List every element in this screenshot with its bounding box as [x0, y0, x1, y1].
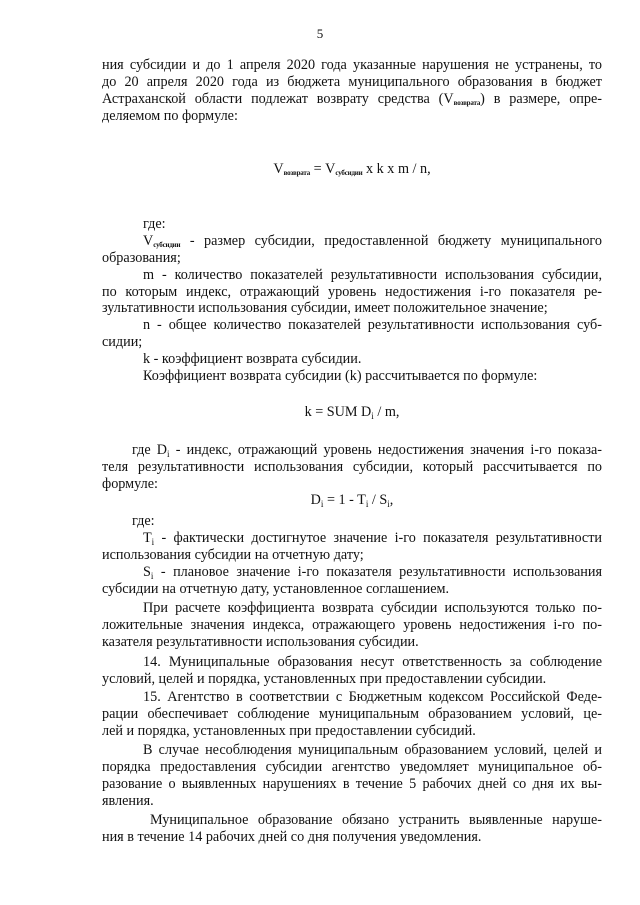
text-line: деляемом по формуле:	[102, 107, 238, 124]
text-line: теля результативности использования субсидии, который рассчитывается по	[102, 458, 602, 475]
def-n: n - общее количество показателей результативности использования суб-	[143, 317, 602, 334]
page-number: 5	[316, 26, 324, 41]
text-line: В случае несоблюдения муниципальным образованием условий, целей и	[143, 742, 602, 758]
text-line: порядка предоставления субсидии агентство уведомляет муниципальное об-	[102, 758, 602, 775]
definition-d-index	[102, 442, 602, 493]
text-line: явления.	[102, 792, 154, 809]
coef-intro: Коэффициент возврата субсидии (k) рассчитывается по формуле:	[143, 368, 538, 385]
where-label: где:	[143, 216, 166, 232]
text-line: При расчете коэффициента возврата субсидии используются только по-	[143, 600, 602, 616]
where-label: где:	[132, 513, 155, 529]
def-k: k - коэффициент возврата субсидии.	[143, 351, 362, 368]
text-line: сидии;	[102, 334, 143, 351]
def-t: $T_i$ - фактически достигнутое значение i-го показателя результативности	[143, 529, 602, 547]
paragraph-14	[102, 654, 602, 688]
text-line: Муниципальное образование обязано устранить выявленные наруше-	[150, 812, 602, 828]
text-line: субсидии на отчетную дату, установленное соглашением.	[102, 580, 450, 597]
def-m: m - количество показателей результативности использования субсидии,	[143, 266, 602, 283]
text-line: образования;	[102, 249, 181, 266]
text-line: казателя результативности использования субсидии.	[102, 633, 419, 650]
text-line: Астраханской области подлежат возврату средства (Vвозврата) в размере, опре-	[102, 90, 602, 107]
paragraph-positive-values	[102, 600, 602, 651]
formula-coefficient: k = SUM $D_i$ / m,	[304, 404, 400, 421]
text-line: зультативности использования субсидии, имеет положительное значение;	[102, 300, 548, 317]
text-line: разование о выявленных нарушениях в течение 5 рабочих дней со дня их вы-	[102, 775, 602, 792]
text-line: рации обеспечивает соблюдение муниципальным образованием условий, це-	[102, 705, 602, 722]
text-line: формуле:	[102, 475, 158, 492]
paragraph-fix-violations	[102, 812, 602, 846]
text-line: по которым индекс, отражающий уровень недостижения i-го показателя ре-	[102, 283, 602, 300]
def-d: где $D_i$ - индекс, отражающий уровень недостижения значения i-го показа-	[132, 442, 602, 459]
definitions-block-1	[102, 216, 602, 385]
paragraph-15	[102, 689, 602, 740]
def-s: $S_i$ - плановое значение i-го показателя результативности использования	[143, 563, 602, 581]
def-v-subsidy: Vсубсидии - размер субсидии, предоставленной бюджету муниципального	[143, 232, 602, 249]
text-line: до 20 апреля 2020 года из бюджета муниципального образования в бюджет	[102, 73, 602, 90]
text-line: ния в течение 14 рабочих дней со дня получения уведомления.	[102, 828, 482, 845]
text-line: условий, целей и порядка, установленных при предоставлении субсидии.	[102, 670, 547, 687]
text-line: ложительные значения индекса, отражающего уровень недостижения i-го по-	[102, 616, 602, 633]
text-line: 14. Муниципальные образования несут ответственность за соблюдение	[143, 654, 602, 670]
text-line: использования субсидии на отчетную дату;	[102, 546, 364, 563]
paragraph-violation-notice	[102, 742, 602, 810]
text-line: 15. Агентство в соответствии с Бюджетным кодексом Российской Феде-	[143, 689, 602, 705]
text-line: ния субсидии и до 1 апреля 2020 года указанные нарушения не устранены, то	[102, 57, 602, 73]
formula-return-amount: Vвозврата = Vсубсидии x k x m / n,	[273, 161, 431, 177]
paragraph-return-intro	[102, 57, 602, 125]
definitions-block-2	[102, 513, 602, 597]
formula-d-index: $D_i = 1 - T_i / S_i$,	[310, 492, 394, 509]
text-line: лей и порядка, установленных при предоставлении субсидий.	[102, 722, 476, 739]
